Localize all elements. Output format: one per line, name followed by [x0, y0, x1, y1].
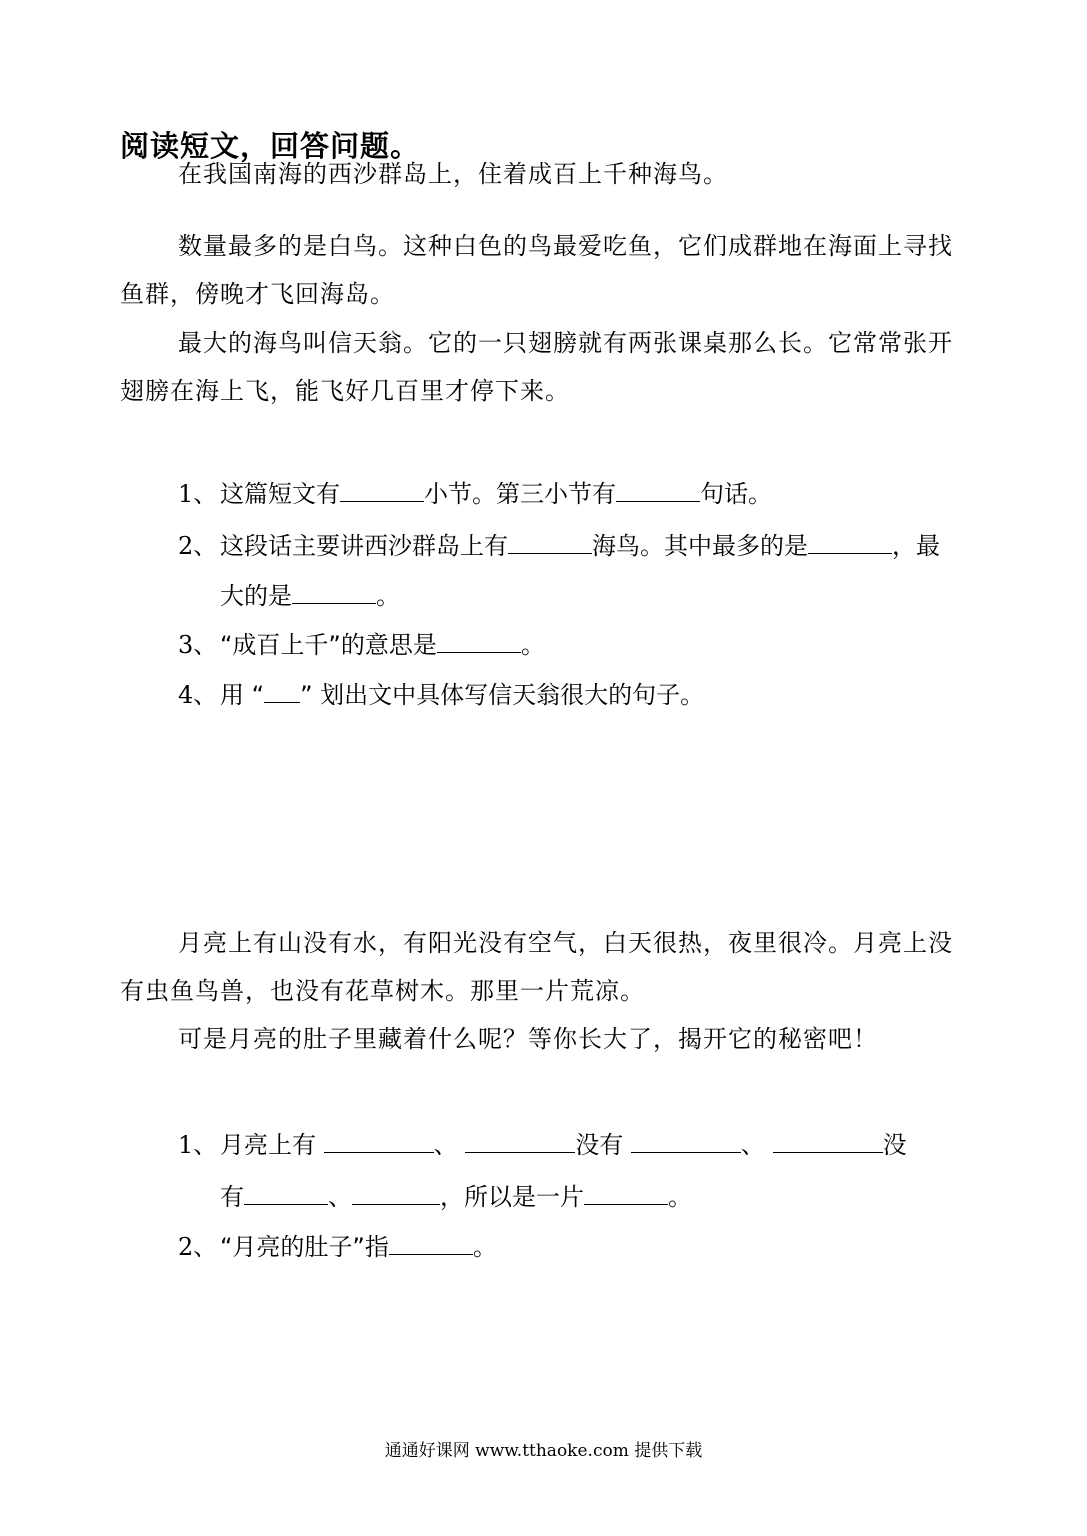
question1-3 — [178, 619, 545, 671]
question-number: 3、 — [178, 631, 218, 659]
question-text: 句话。 — [700, 480, 772, 508]
question-text: 有 — [220, 1183, 244, 1211]
question-text: 。 — [376, 582, 400, 610]
answer-blank[interactable] — [292, 581, 376, 604]
passage1-paragraph-1: 在我国南海的西沙群岛上，住着成百上千种海鸟。 — [178, 160, 728, 188]
passage2-paragraph-2: 可是月亮的肚子里藏着什么呢？等你长大了，揭开它的秘密吧！ — [178, 1025, 878, 1053]
question-text: 这篇短文有 — [220, 480, 340, 508]
question-text: ，所以是一片 — [440, 1183, 584, 1211]
question-text: 大的是 — [220, 582, 292, 610]
page-title: 阅读短文，回答问题。 — [120, 129, 421, 163]
question-text: ，最 — [892, 532, 940, 560]
answer-blank[interactable] — [508, 531, 592, 554]
passage1-paragraph-2: 数量最多的是白鸟。这种白色的鸟最爱吃鱼，它们成群地在海面上寻找鱼群，傍晚才飞回海岛。 — [120, 232, 953, 308]
question-text: “月亮的肚子”指 — [220, 1233, 389, 1261]
answer-blank[interactable] — [324, 1130, 434, 1153]
question-text: 。 — [668, 1183, 692, 1211]
question-text: 用 “ — [220, 681, 265, 709]
question-number: 4、 — [178, 681, 218, 709]
question-number: 1、 — [178, 480, 218, 508]
question-text: 。 — [520, 631, 545, 659]
underline-sample — [264, 680, 300, 703]
question-text: 。 — [472, 1233, 497, 1261]
question-text: 、 — [740, 1131, 765, 1159]
question-text: 海鸟。其中最多的是 — [592, 532, 808, 560]
passage1-paragraph-3: 最大的海鸟叫信天翁。它的一只翅膀就有两张课桌那么长。它常常张开翅膀在海上飞，能飞好几百里才停下来。 — [120, 329, 953, 405]
question-text: 小节。第三小节有 — [424, 480, 616, 508]
question1-1 — [178, 468, 772, 520]
question-text: 、 — [328, 1183, 352, 1211]
answer-blank[interactable] — [616, 479, 700, 502]
answer-blank[interactable] — [631, 1130, 741, 1153]
question-text: “成百上千”的意思是 — [220, 631, 437, 659]
question1-4 — [178, 669, 704, 721]
question-text: 这段话主要讲西沙群岛上有 — [220, 532, 508, 560]
answer-blank[interactable] — [352, 1182, 440, 1205]
question-text: 月亮上有 — [220, 1131, 324, 1159]
question2-2 — [178, 1221, 497, 1273]
question2-1 — [178, 1119, 907, 1171]
question-text: 、 — [433, 1131, 458, 1159]
answer-blank[interactable] — [340, 479, 424, 502]
question-number: 1、 — [178, 1131, 218, 1159]
answer-blank[interactable] — [437, 630, 521, 653]
answer-blank[interactable] — [773, 1130, 883, 1153]
question-text: 没 — [882, 1131, 907, 1159]
answer-blank[interactable] — [808, 531, 892, 554]
answer-blank[interactable] — [584, 1182, 668, 1205]
question1-2 — [178, 520, 940, 572]
question-number: 2、 — [178, 532, 218, 560]
question-text: ” 划出文中具体写信天翁很大的句子。 — [300, 681, 705, 709]
answer-blank[interactable] — [465, 1130, 575, 1153]
question-text: 没有 — [575, 1131, 631, 1159]
question2-1-continued — [220, 1171, 692, 1223]
answer-blank[interactable] — [244, 1182, 328, 1205]
question-number: 2、 — [178, 1233, 218, 1261]
passage2-paragraph-1: 月亮上有山没有水，有阳光没有空气，白天很热，夜里很冷。月亮上没有虫鱼鸟兽，也没有花草树木。那里一片荒凉。 — [120, 929, 953, 1005]
page-footer: 通通好课网 www.tthaoke.com 提供下载 — [384, 1441, 703, 1461]
answer-blank[interactable] — [389, 1232, 473, 1255]
question1-2-continued — [220, 570, 400, 622]
